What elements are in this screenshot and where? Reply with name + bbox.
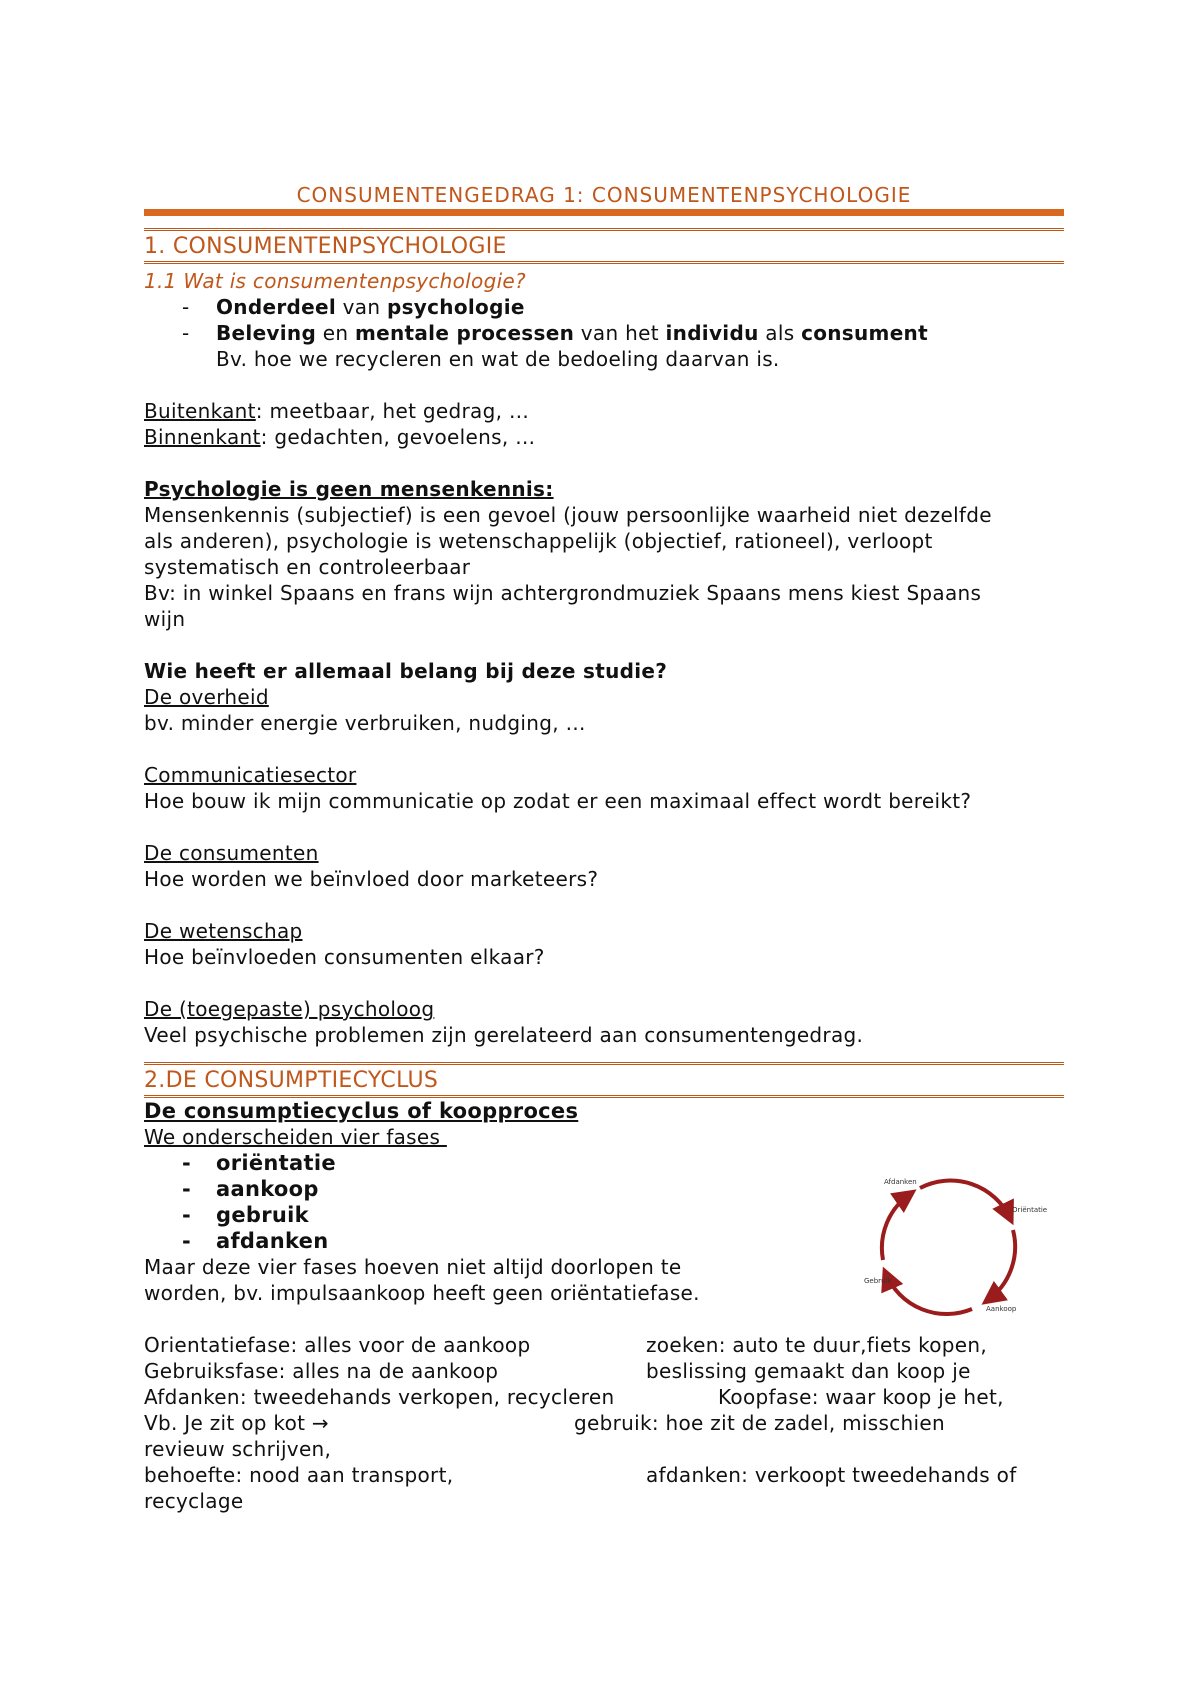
list-item (182, 294, 1064, 320)
cycle-label-gebruik: Gebruik (864, 1277, 892, 1285)
row-left: revieuw schrijven, (144, 1437, 332, 1461)
row-left: Vb. Je zit op kot → (144, 1411, 329, 1435)
section-heading-1: 1. CONSUMENTENPSYCHOLOGIE (144, 234, 507, 259)
document-title: CONSUMENTENGEDRAG 1: CONSUMENTENPSYCHOLOGIE (296, 183, 912, 207)
fase-row (144, 1436, 1064, 1462)
text: en (316, 321, 355, 345)
bold-term: consument (801, 321, 928, 345)
stakeholder-text: Hoe worden we beïnvloed door marketeers? (144, 867, 599, 891)
stakeholder-text: Hoe bouw ik mijn communicatie op zodat er een maximaal effect wordt bereikt? (144, 789, 972, 813)
cycle-label-aankoop: Aankoop (986, 1305, 1017, 1313)
bold-term: mentale processen (354, 321, 575, 345)
cycle-arc-2 (988, 1230, 1015, 1300)
fase-row (144, 1488, 1064, 1514)
spacer (144, 450, 1064, 476)
row-right: gebruik: hoe zit de zadel, misschien (574, 1411, 945, 1435)
stakeholder-label: Communicatiesector (144, 763, 357, 787)
section-rule (144, 1062, 1064, 1065)
fase-item: - oriëntatie (182, 1150, 1064, 1176)
row-left: recyclage (144, 1489, 244, 1513)
text: van (336, 295, 387, 319)
stakeholder-text: Veel psychische problemen zijn gerelateerd aan consumentengedrag. (144, 1023, 864, 1047)
paragraph-line: systematisch en controleerbaar (144, 555, 471, 579)
bold-term: Onderdeel (216, 295, 336, 319)
stakeholder-label: De overheid (144, 685, 269, 709)
spacer (144, 814, 1064, 840)
fase-row (144, 1410, 1064, 1436)
text: : meetbaar, het gedrag, … (255, 399, 530, 423)
fase-item: - gebruik (182, 1202, 1064, 1228)
stakeholder-label: De (toegepaste) psycholoog (144, 997, 435, 1021)
section-heading-2: 2.DE CONSUMPTIECYCLUS (144, 1068, 439, 1093)
row-right: beslissing gemaakt dan koop je (646, 1359, 971, 1383)
stakeholder-label: De wetenschap (144, 919, 303, 943)
stakeholder-label: De consumenten (144, 841, 319, 865)
buitenkant-line (144, 398, 1064, 424)
section-rule (144, 261, 1064, 264)
term-label: Binnenkant (144, 425, 261, 449)
subheading-wat-is: 1.1 Wat is consumentenpsychologie? (144, 269, 526, 293)
paragraph-line: als anderen), psychologie is wetenschappelijk (objectief, rationeel), verloopt (144, 529, 933, 553)
cycle-label-orientatie: Oriëntatie (1012, 1206, 1048, 1214)
fase-row (144, 1462, 1064, 1488)
definition-list (144, 294, 1064, 346)
example-line: Bv. hoe we recycleren en wat de bedoeling daarvan is. (216, 347, 780, 371)
consumption-cycle-diagram (860, 1168, 1060, 1328)
cycle-arc-1 (920, 1181, 1010, 1218)
spacer (144, 632, 1064, 658)
spacer (144, 892, 1064, 918)
row-right: Koopfase: waar koop je het, (718, 1385, 1004, 1409)
paragraph-line: Mensenkennis (subjectief) is een gevoel (jouw persoonlijke waarheid niet dezelfde (144, 503, 992, 527)
fase-row (144, 1358, 1064, 1384)
fase-row (144, 1384, 1064, 1410)
bold-term: psychologie (386, 295, 525, 319)
consumptiecyclus-heading: De consumptiecyclus of koopproces (144, 1099, 579, 1123)
bold-term: Beleving (216, 321, 317, 345)
row-left: Orientatiefase: alles voor de aankoop (144, 1333, 531, 1357)
text: van het (574, 321, 666, 345)
cycle-arc-4 (882, 1194, 910, 1260)
cycle-svg (860, 1168, 1060, 1328)
fase-row (144, 1332, 1064, 1358)
term-label: Buitenkant (144, 399, 256, 423)
fase-item: - afdanken (182, 1228, 1064, 1254)
paragraph-line: worden, bv. impulsaankoop heeft geen oriëntatiefase. (144, 1281, 700, 1305)
spacer (144, 736, 1064, 762)
text: : gedachten, gevoelens, … (260, 425, 536, 449)
row-right: afdanken: verkoopt tweedehands of (646, 1463, 1017, 1487)
stakeholder-text: bv. minder energie verbruiken, nudging, … (144, 711, 586, 735)
bold-term: individu (665, 321, 759, 345)
row-left: Afdanken: tweedehands verkopen, recycleren (144, 1385, 615, 1409)
list-item (182, 320, 1064, 346)
spacer (144, 970, 1064, 996)
fases-intro: We onderscheiden vier fases (144, 1125, 447, 1149)
text: als (758, 321, 802, 345)
cycle-arc-3 (886, 1274, 972, 1314)
spacer (144, 372, 1064, 398)
row-left: behoefte: nood aan transport, (144, 1463, 454, 1487)
paragraph-line: Maar deze vier fases hoeven niet altijd doorlopen te (144, 1255, 682, 1279)
paragraph-line: wijn (144, 607, 186, 631)
section-rule (144, 228, 1064, 231)
row-left: Gebruiksfase: alles na de aankoop (144, 1359, 499, 1383)
paragraph-line: Bv: in winkel Spaans en frans wijn achtergrondmuziek Spaans mens kiest Spaans (144, 581, 982, 605)
cycle-label-afdanken: Afdanken (884, 1178, 917, 1186)
title-rule (144, 209, 1064, 216)
mensenkennis-heading: Psychologie is geen mensenkennis: (144, 477, 554, 501)
stakeholder-text: Hoe beïnvloeden consumenten elkaar? (144, 945, 545, 969)
row-right: zoeken: auto te duur,fiets kopen, (646, 1333, 988, 1357)
fase-item: - aankoop (182, 1176, 1064, 1202)
belang-heading: Wie heeft er allemaal belang bij deze studie? (144, 659, 668, 683)
binnenkant-line (144, 424, 1064, 450)
